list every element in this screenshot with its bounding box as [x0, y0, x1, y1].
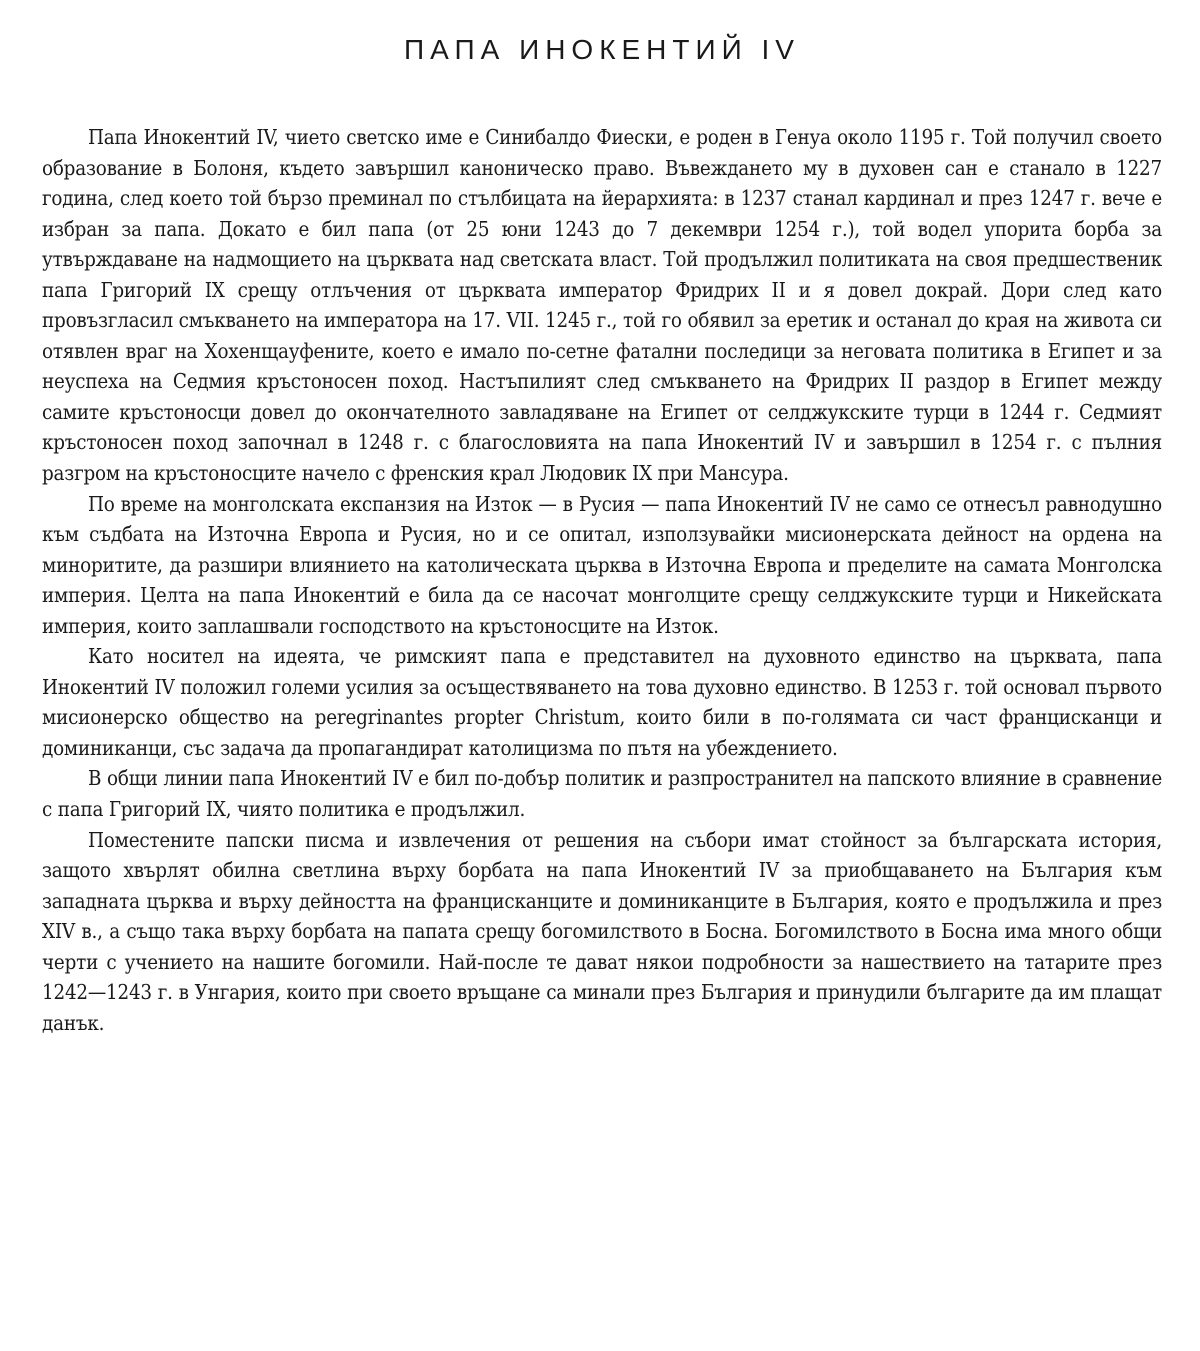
paragraph: По време на монголската експанзия на Изток — в Русия — папа Инокентий IV не само се отнесъл равнодушно към съдбата на Източна Европа и Русия, но и се опитал, използувайки мисионерската дейност на ордена на миноритите, да разшири влиянието на католическата църква в Източна Европа и пределите на самата Монголска империя. Целта на папа Инокентий е била да се насочат монголците срещу селджукските турци и Никейската империя, които заплашвали господството на кръстоносците на Изток.: [42, 491, 1162, 638]
paragraph: Папа Инокентий IV, чието светско име е Синибалдо Фиески, е роден в Генуа около 1195 г. Той получил своето образование в Болоня, където завършил каноническо право. Въвеждането му в духовен сан е станало в 1227 година, след което той бързо преминал по стълбицата на йерархията: в 1237 станал кардинал и през 1247 г. вече е избран за папа. Докато е бил папа (от 25 юни 1243 до 7 декември 1254 г.), той водел упорита борба за утвърждаване на надмощието на църквата над светската власт. Той продължил политиката на своя предшественик папа Григорий IX срещу отлъчения от църквата император Фридрих II и я довел докрай. Дори след като провъзгласил смъкването на императора на 17. VII. 1245 г., той го обявил за еретик и останал до края на живота си отявлен враг на Хохенщауфените, което е имало по-сетне фатални последици за неговата политика в Египет и за неуспеха на Седмия кръстоносен поход. Настъпилият след смъкването на Фридрих II раздор в Египет между самите кръстоносци довел до окончателното завладяване на Египет от селджукските турци в 1244 г. Седмият кръстоносен поход започнал в 1248 г. с благословията на папа Инокентий IV и завършил в 1254 г. с пълния разгром на кръстоносците начело с френския крал Людовик IX при Мансура.: [42, 125, 1162, 486]
body-text: [42, 122, 1162, 1038]
paragraph: Като носител на идеята, че римският папа е представител на духовното единство на църквата, папа Инокентий IV положил големи усилия за осъществяването на това духовно единство. В 1253 г. той основал първото мисионерско общество на peregrinantes propter Christum, които били в по-голямата си част францисканци и доминиканци, със задача да пропагандират католицизма по пътя на убеждението.: [42, 644, 1162, 760]
page-title: ПАПА ИНОКЕНТИЙ IV: [404, 34, 800, 65]
paragraph: Поместените папски писма и извлечения от решения на събори имат стойност за българската история, защото хвърлят обилна светлина върху борбата на папа Инокентий IV за приобщаването на България към западната църква и върху дейността на францисканците и доминиканците в България, която е продължила и през XIV в., а също така върху борбата на папата срещу богомилството в Босна. Богомилството в Босна има много общи черти с учението на нашите богомили. Най-после те дават някои подробности за нашествието на татарите през 1242—1243 г. в Унгария, които при своето връщане са минали през България и принудили българите да им плащат данък.: [42, 827, 1162, 1035]
paragraph: В общи линии папа Инокентий IV е бил по-добър политик и разпространител на папското влияние в сравнение с папа Григорий IX, чиято политика е продължил.: [42, 766, 1162, 822]
